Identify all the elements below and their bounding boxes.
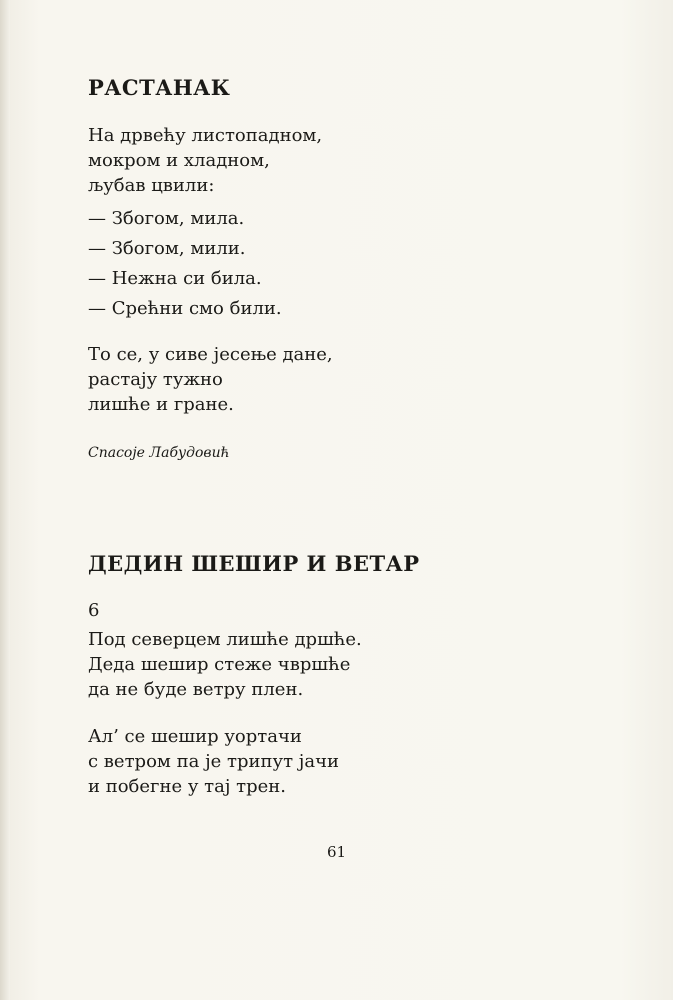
verse-line: да не буде ветру плен. <box>88 679 304 700</box>
verse-line: с ветром па је трипут јачи <box>88 751 339 772</box>
page-number: 61 <box>326 843 347 861</box>
verse-line: — Срећни смо били. <box>88 298 282 319</box>
verse-line: На дрвећу листопадном, <box>88 125 323 146</box>
verse-line: љубав цвили: <box>88 175 215 196</box>
verse-line: То се, у сиве јесење дане, <box>88 344 333 365</box>
verse-line: — Збогом, мили. <box>88 238 246 259</box>
verse-line: Под северцем лишће дршће. <box>88 629 362 650</box>
poem1-dialogue <box>88 204 588 324</box>
poem-title-dedin-sesir: ДЕДИН ШЕШИР И ВЕТАР <box>88 551 420 576</box>
poem1-stanza-1 <box>88 123 588 198</box>
verse-line: растају тужно <box>88 369 223 390</box>
section-number: 6 <box>88 600 100 621</box>
verse-line: — Нежна си била. <box>88 268 262 289</box>
verse-line: — Збогом, мила. <box>88 208 245 229</box>
poem-title-rastanak: РАСТАНАК <box>88 75 231 100</box>
poem1-author: Спасоје Лабудовић <box>88 445 230 461</box>
poem2-stanza-1 <box>88 627 588 702</box>
verse-line: мокром и хладном, <box>88 150 270 171</box>
verse-line: Ал’ се шешир уортачи <box>88 726 302 747</box>
verse-line: и побегне у тај трен. <box>88 776 286 797</box>
verse-line: Деда шешир стеже чвршће <box>88 654 351 675</box>
poem2-stanza-2 <box>88 724 588 799</box>
verse-line: лишће и гране. <box>88 394 234 415</box>
poem1-stanza-3 <box>88 342 588 417</box>
page-content <box>88 74 588 799</box>
